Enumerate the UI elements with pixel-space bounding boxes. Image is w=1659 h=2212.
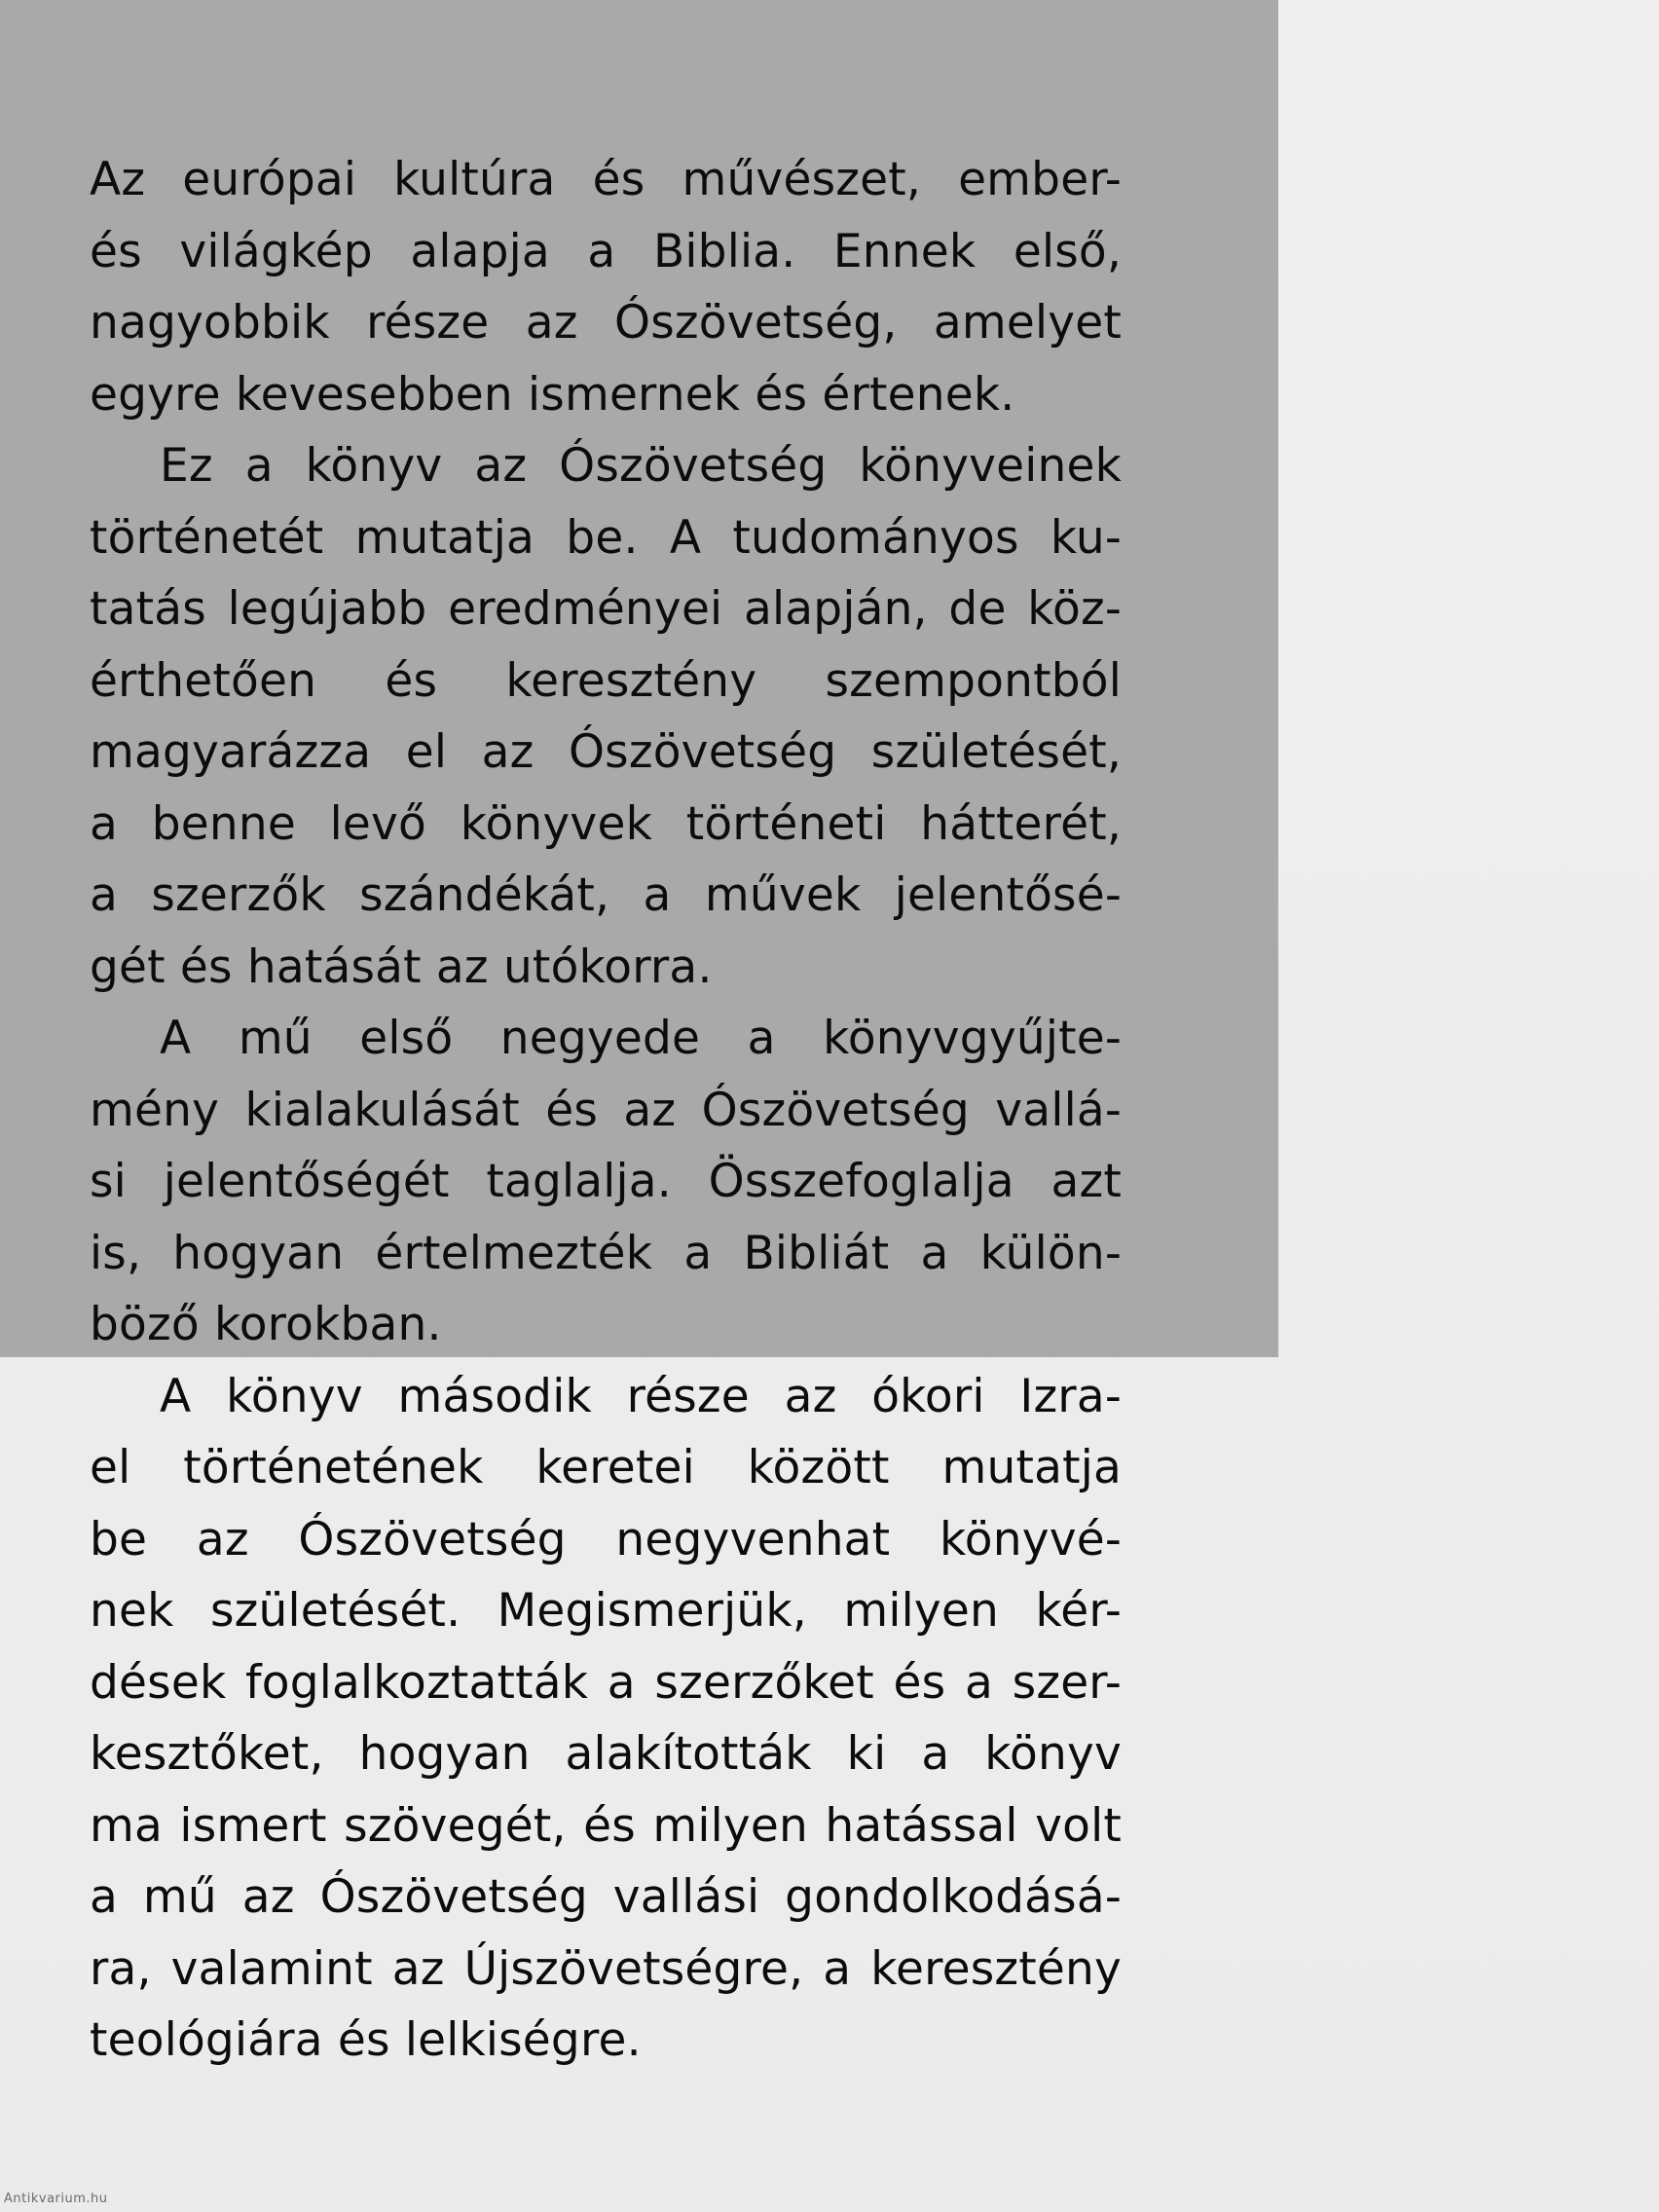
text-line: A mű első negyede a könyvgyűjte-	[160, 1012, 1122, 1065]
text-line: történetét mutatja be. A tudományos ku-	[90, 510, 1122, 565]
watermark-text: Antikvarium.hu	[4, 2192, 108, 2206]
text-line: ra, valamint az Újszövetségre, a keresztény	[90, 1941, 1122, 1996]
text-line: Az európai kultúra és művészet, ember-	[90, 153, 1122, 206]
text-line: mény kialakulását és az Ószövetség vallá-	[90, 1083, 1122, 1137]
text-line: teológiára és lelkiségre.	[90, 2013, 642, 2067]
text-line: A könyv második része az ókori Izra-	[160, 1369, 1122, 1423]
text-line: nek születését. Megismerjük, milyen kér-	[90, 1584, 1122, 1638]
text-line: böző korokban.	[90, 1298, 442, 1351]
text-line: el történetének keretei között mutatja	[90, 1441, 1122, 1494]
paragraph-4	[90, 1361, 1122, 2077]
text-line: be az Ószövetség negyvenhat könyvé-	[90, 1512, 1122, 1567]
text-line: si jelentőségét taglalja. Összefoglalja azt	[90, 1155, 1122, 1208]
text-line: tatás legújabb eredményei alapján, de köz-	[90, 582, 1122, 636]
text-line: Ez a könyv az Ószövetség könyveinek	[160, 439, 1122, 493]
text-line: a mű az Ószövetség vallási gondolkodásá-	[90, 1870, 1122, 1924]
text-line: a szerzők szándékát, a művek jelentősé-	[90, 868, 1122, 922]
text-line: dések foglalkoztatták a szerzőket és a szer-	[90, 1655, 1122, 1710]
text-line: a benne levő könyvek történeti hátterét,	[90, 796, 1122, 851]
text-line: és világkép alapja a Biblia. Ennek első,	[90, 224, 1122, 278]
text-line: kesztőket, hogyan alakították ki a könyv	[90, 1727, 1122, 1781]
text-line: érthetően és keresztény szempontból	[90, 653, 1122, 708]
back-cover-text	[90, 144, 1122, 2077]
text-line: egyre kevesebben ismernek és értenek.	[90, 367, 1015, 422]
text-line: ma ismert szövegét, és milyen hatással volt	[90, 1798, 1122, 1853]
text-line: gét és hatását az utókorra.	[90, 940, 713, 994]
text-line: nagyobbik része az Ószövetség, amelyet	[90, 296, 1122, 350]
text-line: magyarázza el az Ószövetség születését,	[90, 725, 1122, 779]
paragraph-3	[90, 1003, 1122, 1361]
paragraph-1	[90, 144, 1122, 430]
paragraph-2	[90, 430, 1122, 1003]
text-line: is, hogyan értelmezték a Bibliát a külön-	[90, 1226, 1122, 1280]
